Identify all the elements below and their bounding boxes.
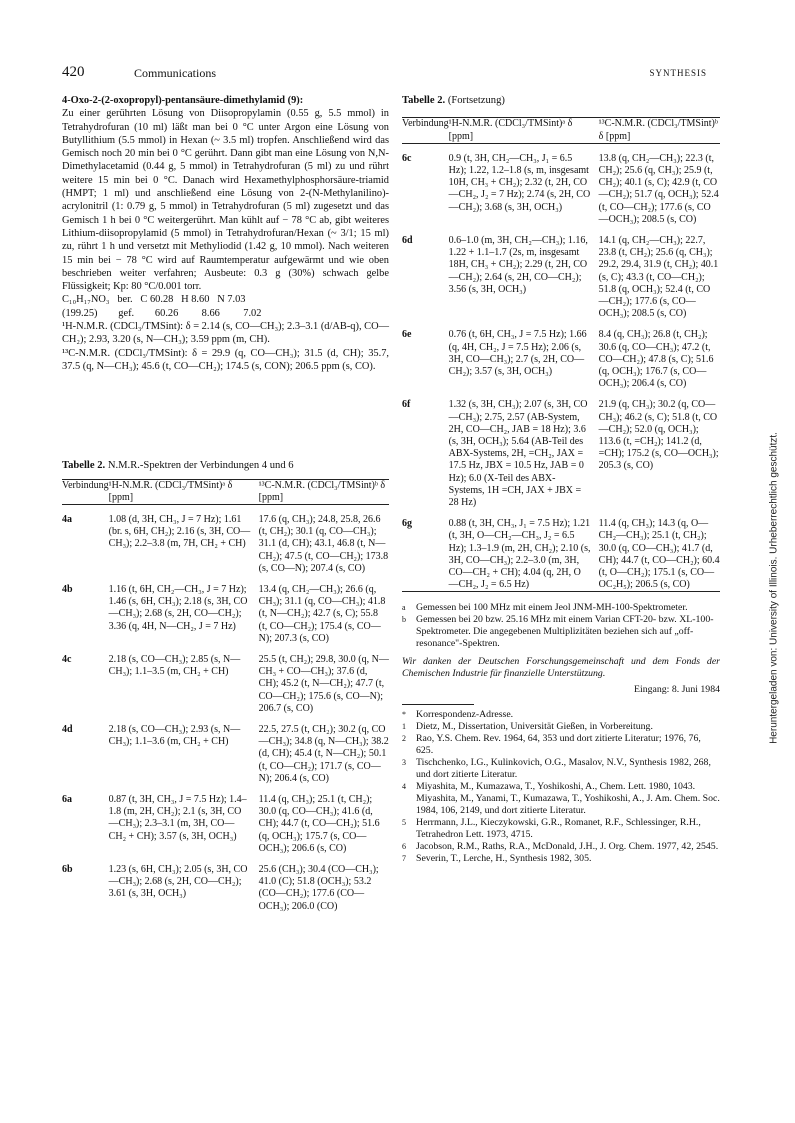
hnmr-cell: 1.08 (d, 3H, CH₃, J = 7 Hz); 1.61 (br. s, 6H, CH₂); 2.16 (s, 3H, CO—CH₃); 2.2–3.8 (m, 7H, CH₂ + CH) [108, 513, 251, 550]
footnote-b: b Gemessen bei 20 bzw. 25.16 MHz mit einem Varian CFT-20- bzw. XL-100-Spektrometer. Die angegebenen Multiplizitäten beziehen sich auf „off-resonance"-Spektren. [402, 614, 714, 650]
compound-id: 6a [62, 794, 72, 805]
table-row [62, 715, 389, 785]
table-row [402, 143, 720, 226]
nmr-table [62, 479, 389, 913]
cnmr-cell: 25.6 (CH₃); 30.4 (CO—CH₃); 41.0 (C); 51.8 (OCH₃); 53.2 (CO—CH₂); 177.6 (CO—OCH₃); 206.0 (CO) [258, 864, 379, 912]
compound-id: 4b [62, 583, 73, 595]
section-name: Communications [134, 66, 216, 80]
hnmr-cell: 1.23 (s, 6H, CH₃); 2.05 (s, 3H, CO—CH₃); 2.68 (s, 2H, CO—CH₂); 3.61 (s, 3H, OCH₃) [108, 864, 248, 900]
hnmr-data: ¹H-N.M.R. (CDCl₃/TMSint): δ = 2.14 (s, CO—CH₃); 2.3–3.1 (d/AB-q), CO—CH₂); 2.93, 3.20 (s, N—CH₃); 3.59 ppm (m, CH). [62, 321, 389, 346]
table-header-row [62, 479, 389, 504]
elemental-analysis-found: (199.25) gef. 60.26 8.66 7.02 [62, 307, 262, 319]
received-date: Eingang: 8. Juni 1984 [634, 684, 720, 696]
col-header-hnmr: ¹H-N.M.R. (CDCl₃/TMSint)ᵃ δ [ppm] [448, 118, 573, 142]
hnmr-cell: 1.32 (s, 3H, CH₃); 2.07 (s, 3H, CO—CH₃); 2.75, 2.57 (AB-System, 2H, CO—CH₂, JAB = 18 Hz); 3.6 (s, 3H, OCH₃); 5.64 (AB-Teil des ABX-Systems, 2H, =CH₂, JAX = 17.5 Hz, JBX = 10.5 Hz, JAB = 0 Hz); 6.0 (X-Teil des ABX-Systems, 1H =CH, JAX + JBX = 28 Hz) [448, 399, 588, 508]
reference-item: 3 Tischchenko, I.G., Kulinkovich, O.G., Masalov, N.V., Synthesis 1982, 268, und dort zitierte Literatur. [402, 757, 711, 781]
reference-item: 1 Dietz, M., Dissertation, Universität Gießen, in Vorbereitung. [402, 721, 653, 733]
compound-id: 4c [62, 653, 72, 665]
col-header-compound: Verbindung [62, 479, 109, 491]
col-header-cnmr: ¹³C-N.M.R. (CDCl₃/TMSint)ᵇ δ [ppm] [258, 479, 386, 503]
compound-id: 4a [62, 513, 72, 525]
cnmr-data: ¹³C-N.M.R. (CDCl₃/TMSint): δ = 29.9 (q, CO—CH₃); 31.5 (d, CH); 35.7, 37.5 (q, N—CH₃); 45.6 (t, CO—CH₂); 174.5 (s, CON); 206.5 ppm (s, CO). [62, 347, 389, 372]
download-watermark [767, 378, 781, 798]
download-watermark-text: Heruntergeladen von: University of Illinois. Urheberrechtlich geschützt. [768, 432, 780, 744]
cnmr-cell: 11.4 (q, CH₃); 25.1 (t, CH₂); 30.0 (q, CO—CH₃); 41.6 (d, CH); 44.7 (t, CO—CH₂); 51.6 (q, OCH₃); 175.7 (s, CO—OCH₃); 206.6 (s, CO) [258, 794, 380, 854]
table-row [62, 855, 389, 913]
table-continued-note: (Fortsetzung) [447, 95, 505, 106]
page-header [62, 64, 707, 84]
cnmr-cell: 14.1 (q, CH₂—CH₃); 22.7, 23.8 (t, CH₂); 25.6 (q, CH₃); 29.2, 29.4, 31.9 (t, CH₂); 40.1 (s, C); 43.3 (t, CO—CH₂); 51.8 (q, OCH₃); 52.4 (t, CO—CH₂); 177.6 (s, CO—OCH₃); 208.5 (s, CO) [598, 234, 719, 320]
reference-item: 5 Herrmann, J.L., Kieczykowski, G.R., Romanet, R.F., Schlessinger, R.H., Tetrahedron Lett. 1973, 4715. [402, 817, 701, 841]
hnmr-cell: 0.9 (t, 3H, CH₂—CH₃, J₁ = 6.5 Hz); 1.22, 1.2–1.8 (s, m, insgesamt 10H, CH₃ + CH₂); 2.32 (t, 2H, CO—CH₂, J₂ = 7 Hz); 2.74 (s, 2H, CO—CH₂); 3.68 (s, 3H, OCH₃) [448, 152, 591, 213]
cnmr-cell: 8.4 (q, CH₃); 26.8 (t, CH₂); 30.6 (q, CO—CH₃); 47.2 (t, CO—CH₂); 47.8 (s, C); 51.6 (q, OCH₃); 176.7 (s, CO—OCH₃); 206.4 (s, CO) [598, 329, 714, 390]
compound-id: 6c [402, 152, 412, 164]
procedure-title: 4-Oxo-2-(2-oxopropyl)-pentansäure-dimethylamid (9): [62, 95, 304, 106]
reference-item: 2 Rao, Y.S. Chem. Rev. 1964, 64, 353 und dort zitierte Literatur; 1976, 76, 625. [402, 733, 701, 757]
right-column [402, 94, 720, 865]
compound-id: 4d [62, 723, 73, 735]
table-title: N.M.R.-Spektren der Verbindungen 4 und 6 [107, 460, 294, 472]
nmr-table-continued [402, 117, 720, 592]
hnmr-cell: 1.16 (t, 6H, CH₂—CH₃, J = 7 Hz); 1.46 (s, 6H, CH₃); 2.18 (s, 3H, CO—CH₃); 2.68 (s, 2H, CO—CH₂); 3.36 (q, 4H, N—CH₂, J = 7 Hz) [108, 583, 248, 632]
table-row [402, 509, 720, 592]
table-row [402, 320, 720, 390]
compound-id: 6e [402, 329, 412, 341]
procedure-text: Zu einer gerührten Lösung von Diisopropylamin (0.55 g, 5.5 mmol) in Tetrahydrofuran (10 ml) läßt man bei 0 °C unter Argon eine Lösung von Butyllithium (5.5 mmol) in Hexan (~ 3.5 ml) tropfen. Anschließend wird das Gemisch noch 20 min bei 0 °C gerührt. Dann gibt man eine Lösung von N,N-Dimethylacetamid (0.44 g, 5 mmol) in Tetrahydrofuran (5 ml) zu und rührt weitere 15 min bei 0 °C. Danach wird Hexamethylphosphorsäure-triamid (HMPT; 1 ml) und anschließend eine Lösung von 2-(N-Methylanilino)-acrylonitril (1: 0.79 g, 5 mmol) in Tetrahydrofuran (5 ml) zugesetzt und das Gemisch 1 h bei 0 °C weitergerührt. Man kühlt auf − 78 °C ab, gibt weiteres Lithium-diisopropylamid (5 mmol) in Tetrahydrofuran/Hexan (~ 3/1; 15 ml) zu, rührt 1 h und versetzt mit Methyliodid (1.42 g, 10 mmol). Nach weiteren 15 min bei − 78 °C wird auf Raumtemperatur aufgewärmt und wie oben beschrieben weiter verfahren; Ausbeute: 0.3 g (30%) schwach gelbe Flüssigkeit; Kp: 80 °C/0.001 torr. [62, 108, 389, 293]
col-header-compound: Verbindung [402, 118, 449, 130]
table-row [62, 504, 389, 575]
col-header-hnmr: ¹H-N.M.R. (CDCl₃/TMSint)ᵃ δ [ppm] [108, 479, 233, 503]
table-header-row [402, 118, 720, 143]
table-row [62, 645, 389, 715]
journal-name: SYNTHESIS [649, 68, 707, 78]
table-label: Tabelle 2. [62, 460, 106, 472]
hnmr-cell: 0.88 (t, 3H, CH₃, J₁ = 7.5 Hz); 1.21 (t, 3H, O—CH₂—CH₃, J₂ = 6.5 Hz); 1.3–1.9 (m, 2H, CH₂); 2.10 (s, 3H, CO—CH₃); 2.2–3.0 (m, 3H, CO—CH₂ + CH); 4.04 (q, 2H, O—CH₂, J₂ = 6.5 Hz) [448, 518, 591, 591]
table-caption [62, 459, 389, 472]
acknowledgement: Wir danken der Deutschen Forschungsgemeinschaft und dem Fonds der Chemischen Industrie für finanzielle Unterstützung. [402, 656, 720, 680]
compound-id: 6g [402, 518, 412, 530]
references [402, 709, 720, 865]
table-label: Tabelle 2. [402, 95, 446, 106]
hnmr-cell: 0.87 (t, 3H, CH₃, J = 7.5 Hz); 1.4–1.8 (m, 2H, CH₂); 2.1 (s, 3H, CO—CH₃); 2.3–3.1 (m, 3H, CO—CH₂ + CH); 3.57 (s, 3H, OCH₃) [108, 794, 247, 842]
hnmr-cell: 2.18 (s, CO—CH₃); 2.85 (s, N—CH₃); 1.1–3.5 (m, CH₂ + CH) [108, 653, 241, 678]
footnote-a: a Gemessen bei 100 MHz mit einem Jeol JNM-MH-100-Spektrometer. [402, 602, 688, 614]
hnmr-cell: 0.76 (t, 6H, CH₃, J = 7.5 Hz); 1.66 (q, 4H, CH₂, J = 7.5 Hz); 2.06 (s, 3H, CO—CH₃); 2.7 (s, 2H, CO—CH₂); 3.57 (s, 3H, OCH₃) [448, 329, 587, 377]
table-row [402, 390, 720, 509]
cnmr-cell: 22.5, 27.5 (t, CH₂); 30.2 (q, CO—CH₃); 34.8 (q, N—CH₃); 38.2 (d, CH); 45.4 (t, N—CH₂); 50.1 (t, CO—CH₂); 171.7 (s, CO—N); 206.4 (s, CO) [258, 723, 389, 784]
hnmr-cell: 0.6–1.0 (m, 3H, CH₂—CH₃); 1.16, 1.22 + 1.1–1.7 (2s, m, insgesamt 18H, CH₃ + CH₂); 2.29 (t, 2H, CO—CH₂); 2.64 (s, 2H, CO—CH₂); 3.56 (s, 3H, OCH₃) [448, 234, 588, 295]
compound-id: 6f [402, 399, 411, 411]
table-continued-caption [402, 94, 720, 107]
reference-item: 4 Miyashita, M., Kumazawa, T., Yoshikoshi, A., Chem. Lett. 1980, 1043. Miyashita, M., Yanami, T., Kumazawa, T., Yoshikoshi, A., J. Am. Chem. Soc. 1984, 106, 2149, und dort zitierte Literatur. [402, 781, 720, 817]
references-divider [402, 704, 474, 705]
cnmr-cell: 17.6 (q, CH₃); 24.8, 25.8, 26.6 (t, CH₂); 30.1 (q, CO—CH₃); 31.1 (d, CH); 43.1, 46.8 (t, N—CH₂); 47.5 (t, CO—CH₂); 173.8 (s, CO—N); 207.4 (s, CO) [258, 513, 389, 574]
table-row [62, 785, 389, 855]
table-footnotes [402, 602, 720, 650]
reference-item: 6 Jacobson, R.M., Raths, R.A., McDonald, J.H., J. Org. Chem. 1977, 42, 2545. [402, 841, 719, 853]
compound-id: 6b [62, 864, 73, 876]
cnmr-cell: 25.5 (t, CH₂); 29.8, 30.0 (q, N—CH₃ + CO—CH₃); 37.6 (d, CH); 45.2 (t, N—CH₂); 47.7 (t, CO—CH₂); 175.6 (s, CO—N); 206.7 (s, CO) [258, 653, 389, 714]
left-column [62, 94, 389, 913]
table-row [402, 226, 720, 320]
compound-id: 6d [402, 234, 413, 246]
page-number: 420 [62, 64, 85, 80]
hnmr-cell: 2.18 (s, CO—CH₃); 2.93 (s, N—CH₃); 1.1–3.6 (m, CH₂ + CH) [108, 723, 241, 748]
elemental-analysis-calc: C₁₀H₁₇NO₃ ber. C 60.28 H 8.60 N 7.03 [62, 294, 246, 306]
reference-item: * Korrespondenz-Adresse. [402, 709, 514, 721]
col-header-cnmr: ¹³C-N.M.R. (CDCl₃/TMSint)ᵇ δ [ppm] [598, 118, 718, 142]
cnmr-cell: 13.8 (q, CH₂—CH₃); 22.3 (t, CH₂); 25.6 (q, CH₃); 25.9 (t, CH₂); 40.1 (s, C); 42.9 (t, CO—CH₂); 51.7 (q, OCH₃); 52.4 (t, CO—CH₂); 177.6 (s, CO—OCH₃); 208.5 (s, CO) [598, 152, 719, 225]
cnmr-cell: 13.4 (q, CH₂—CH₃); 26.6 (q, CH₃); 31.1 (q, CO—CH₃); 41.8 (t, N—CH₂); 42.7 (s, C); 55.8 (t, CO—CH₂); 175.4 (s, CO—N); 207.3 (s, CO) [258, 583, 386, 644]
cnmr-cell: 21.9 (q, CH₃); 30.2 (q, CO—CH₃); 46.2 (s, C); 51.8 (t, CO—CH₂); 52.0 (q, OCH₃); 113.6 (t, =CH₂); 141.2 (d, =CH); 175.2 (s, CO—OCH₃); 205.3 (s, CO) [598, 399, 719, 472]
cnmr-cell: 11.4 (q, CH₃); 14.3 (q, O—CH₂—CH₃); 25.1 (t, CH₂); 30.0 (q, CO—CH₃); 41.7 (d, CH); 44.7 (t, CO—CH₂); 60.4 (t, O—CH₂); 175.1 (s, CO—OC₂H₅); 206.5 (s, CO) [598, 518, 720, 591]
table-row [62, 575, 389, 645]
reference-item: 7 Severin, T., Lerche, H., Synthesis 1982, 305. [402, 853, 592, 865]
